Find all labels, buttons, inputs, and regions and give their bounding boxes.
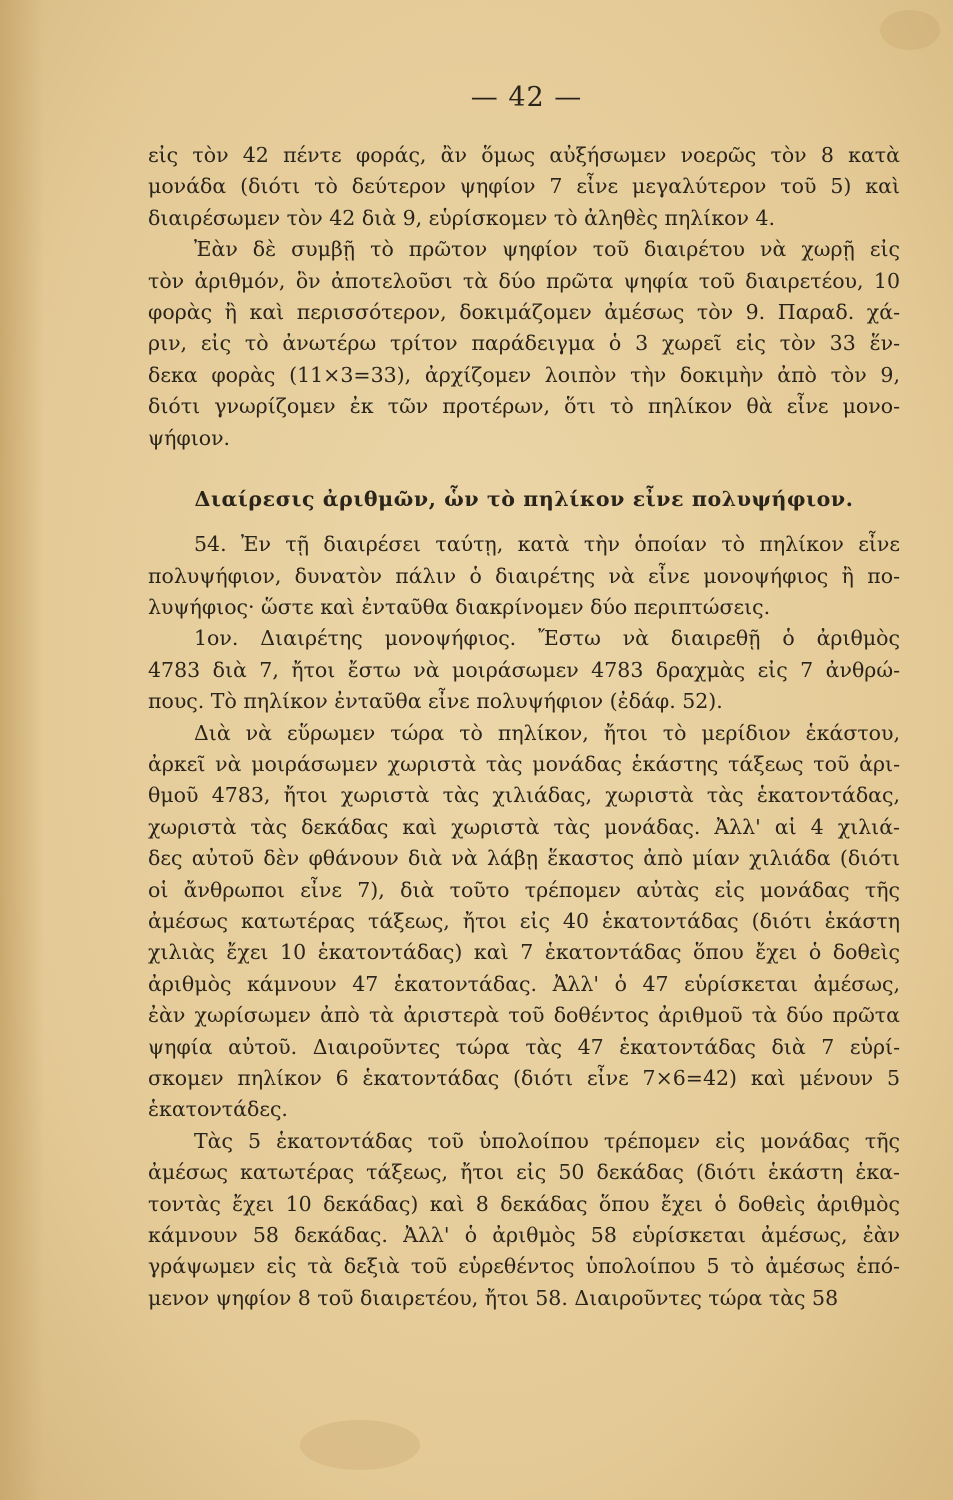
- text-line: τοντὰς ἔχει 10 δεκάδας) καὶ 8 δεκάδας ὅπου ἔχει ὁ δοθεὶς ἀριθμὸς: [148, 1191, 900, 1216]
- text-line: τὸν ἀριθμόν, ὃν ἀποτελοῦσι τὰ δύο πρῶτα ψηφία τοῦ διαιρετέου, 10: [148, 268, 900, 293]
- text-line: Τὰς 5 ἑκατοντάδας τοῦ ὑπολοίπου τρέπομεν εἰς μονάδας τῆς: [194, 1128, 900, 1153]
- text-line: οἱ ἄνθρωποι εἶνε 7), διὰ τοῦτο τρέπομεν αὐτὰς εἰς μονάδας τῆς: [148, 877, 900, 902]
- text-line: ριν, εἰς τὸ ἀνωτέρω τρίτον παράδειγμα ὁ 3 χωρεῖ εἰς τὸν 33 ἕν-: [148, 331, 900, 356]
- text-line: Διὰ νὰ εὕρωμεν τώρα τὸ πηλίκον, ἤτοι τὸ μερίδιον ἑκάστου,: [194, 720, 900, 745]
- paragraph: [148, 529, 900, 623]
- page-number: — 42 —: [470, 82, 583, 113]
- text-line: θμοῦ 4783, ἤτοι χωριστὰ τὰς χιλιάδας, χωριστὰ τὰς ἑκατοντάδας,: [148, 783, 900, 808]
- section-spacer: [148, 515, 900, 529]
- text-line: ἑκατοντάδες.: [148, 1097, 288, 1122]
- paragraph: [148, 234, 900, 454]
- paragraph: [148, 1126, 900, 1314]
- paragraph: [148, 718, 900, 1126]
- text-line: μενον ψηφίον 8 τοῦ διαιρετέου, ἤτοι 58. Διαιροῦντες τώρα τὰς 58: [148, 1285, 839, 1310]
- text-line: 54. Ἐν τῇ διαιρέσει ταύτῃ, κατὰ τὴν ὁποίαν τὸ πηλίκον εἶνε: [194, 532, 900, 557]
- text-line: ἀμέσως κατωτέρας τάξεως, ἤτοι εἰς 40 ἑκατοντάδας (διότι ἑκάστη: [148, 908, 900, 933]
- page-text: [148, 140, 900, 1314]
- text-line: γράψωμεν εἰς τὰ δεξιὰ τοῦ εὑρεθέντος ὑπολοίπου 5 τὸ ἀμέσως ἑπό-: [148, 1254, 900, 1279]
- paper-stain: [880, 10, 940, 50]
- text-line: λυψήφιος· ὥστε καὶ ἐνταῦθα διακρίνομεν δύο περιπτώσεις.: [148, 595, 771, 620]
- text-line: ἀμέσως κατωτέρας τάξεως, ἤτοι εἰς 50 δεκάδας (διότι ἑκάστη ἑκα-: [148, 1160, 900, 1185]
- text-line: δες αὐτοῦ δὲν φθάνουν διὰ νὰ λάβῃ ἕκαστος ἀπὸ μίαν χιλιάδα (διότι: [148, 846, 900, 871]
- section-heading: [148, 484, 900, 515]
- text-line: χωριστὰ τὰς δεκάδας καὶ χωριστὰ τὰς μονάδας. Ἀλλ' αἱ 4 χιλιά-: [148, 814, 900, 839]
- text-line: δεκα φορὰς (11×3=33), ἀρχίζομεν λοιπὸν τὴν δοκιμὴν ἀπὸ τὸν 9,: [148, 362, 900, 387]
- text-line: σκομεν πηλίκον 6 ἑκατοντάδας (διότι εἶνε 7×6=42) καὶ μένουν 5: [148, 1065, 900, 1090]
- text-line: ψηφία αὐτοῦ. Διαιροῦντες τώρα τὰς 47 ἑκατοντάδας διὰ 7 εὑρί-: [148, 1034, 900, 1059]
- page-edge-shadow: [0, 0, 44, 1500]
- text-line: 4783 διὰ 7, ἤτοι ἔστω νὰ μοιράσωμεν 4783 δραχμὰς εἰς 7 ἀνθρώ-: [148, 657, 900, 682]
- section-spacer: [148, 454, 900, 484]
- paragraph: [148, 140, 900, 234]
- paper-stain: [300, 1420, 420, 1470]
- heading-line: Διαίρεσις ἀριθμῶν, ὧν τὸ πηλίκον εἶνε πολυψήφιον.: [194, 486, 854, 511]
- text-line: διότι γνωρίζομεν ἐκ τῶν προτέρων, ὅτι τὸ πηλίκον θὰ εἶνε μονο-: [148, 394, 900, 419]
- text-line: εἰς τὸν 42 πέντε φοράς, ἂν ὅμως αὐξήσωμεν νοερῶς τὸν 8 κατὰ: [148, 143, 900, 167]
- text-line: πους. Τὸ πηλίκον ἐνταῦθα εἶνε πολυψήφιον (ἐδάφ. 52).: [148, 689, 723, 714]
- text-line: μονάδα (διότι τὸ δεύτερον ψηφίον 7 εἶνε μεγαλύτερον τοῦ 5) καὶ: [148, 174, 900, 199]
- paragraph: [148, 623, 900, 717]
- text-line: πολυψήφιον, δυνατὸν πάλιν ὁ διαιρέτης νὰ εἶνε μονοψήφιος ἢ πο-: [148, 563, 900, 588]
- text-line: ἀριθμὸς κάμνουν 47 ἑκατοντάδας. Ἀλλ' ὁ 47 εὑρίσκεται ἀμέσως,: [148, 971, 900, 996]
- text-line: ἀρκεῖ νὰ μοιράσωμεν χωριστὰ τὰς μονάδας ἑκάστης τάξεως τοῦ ἀρι-: [148, 752, 900, 777]
- text-line: φορὰς ἢ καὶ περισσότερον, δοκιμάζομεν ἀμέσως τὸν 9. Παραδ. χά-: [148, 299, 900, 324]
- text-line: ἐὰν χωρίσωμεν ἀπὸ τὰ ἀριστερὰ τοῦ δοθέντος ἀριθμοῦ τὰ δύο πρῶτα: [148, 1003, 900, 1028]
- text-line: χιλιὰς ἔχει 10 ἑκατοντάδας) καὶ 7 ἑκατοντάδας ὅπου ἔχει ὁ δοθεὶς: [148, 940, 900, 965]
- text-line: ψήφιον.: [148, 425, 231, 450]
- text-line: 1ον. Διαιρέτης μονοψήφιος. Ἔστω νὰ διαιρεθῇ ὁ ἀριθμὸς: [194, 626, 900, 651]
- text-line: κάμνουν 58 δεκάδας. Ἀλλ' ὁ ἀριθμὸς 58 εὑρίσκεται ἀμέσως, ἐὰν: [148, 1222, 900, 1247]
- text-line: διαιρέσωμεν τὸν 42 διὰ 9, εὑρίσκομεν τὸ ἀληθὲς πηλίκον 4.: [148, 205, 776, 230]
- text-line: Ἐὰν δὲ συμβῇ τὸ πρῶτον ψηφίον τοῦ διαιρέτου νὰ χωρῇ εἰς: [194, 237, 900, 262]
